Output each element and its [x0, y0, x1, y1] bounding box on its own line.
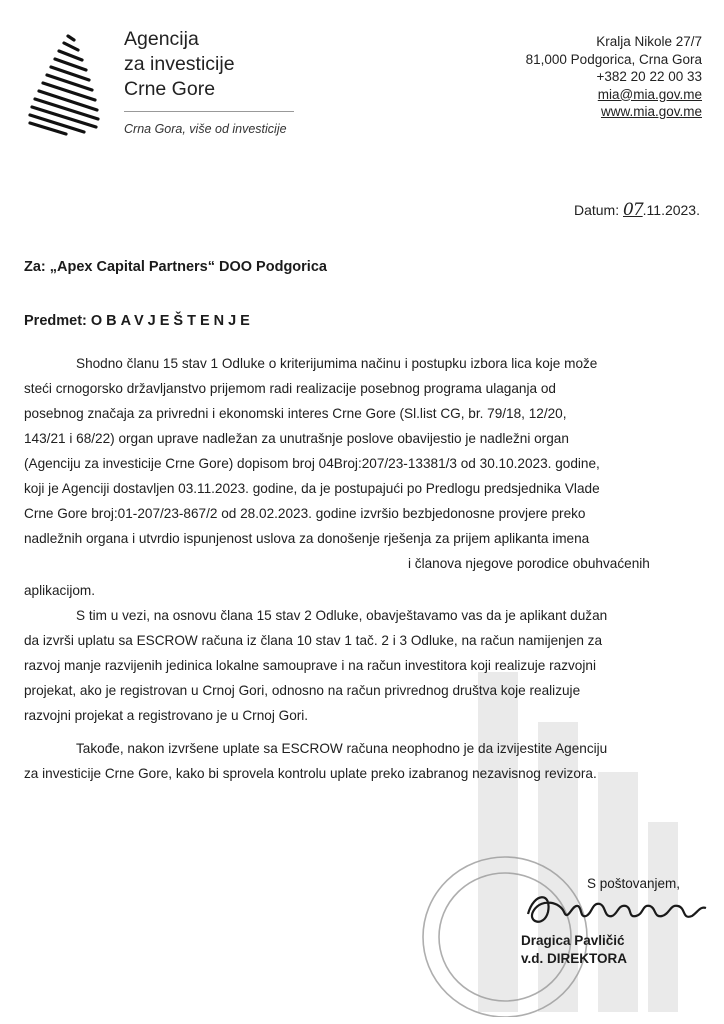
p1-line-4: 143/21 i 68/22) organ uprave nadležan za unutrašnje poslove obavijestio je nadležni organ: [24, 431, 569, 446]
p3-line-2: za investicije Crne Gore, kako bi sprovela kontrolu uplate preko izabranog nezavisnog revizora.: [24, 766, 597, 781]
agency-name-line-3: Crne Gore: [124, 78, 216, 100]
p1-line-2: steći crnogorsko državljanstvo prijemom radi realizacije posebnog programa ulaganja od: [24, 381, 556, 396]
closing-salutation: S poštovanjem,: [586, 876, 680, 891]
brand-divider: [124, 111, 294, 112]
contact-address-block: [526, 33, 702, 121]
subject-label: Predmet:: [24, 313, 87, 329]
p1-line-5: (Agenciju za investicije Crne Gore) dopisom broj 04Broj:207/23-13381/3 od 30.10.2023. godine,: [24, 456, 600, 471]
p3-line-1: Takođe, nakon izvršene uplate sa ESCROW računa neophodno je da izvijestite Agenciju: [76, 741, 608, 756]
p1-line-10: aplikacijom.: [24, 583, 96, 598]
date-rest: .11.2023.: [642, 202, 700, 218]
p2-line-5: razvojni projekat a registrovano je u Crnoj Gori.: [24, 708, 309, 723]
address-street: Kralja Nikole 27/7: [596, 34, 702, 49]
p2-line-2: da izvrši uplatu sa ESCROW računa iz člana 10 stav 1 tač. 2 i 3 Odluke, na račun namijenjen za: [24, 633, 603, 648]
agency-name-line-2: za investicije: [124, 53, 235, 75]
signatory-name: Dragica Pavličić: [521, 933, 625, 948]
date-label: Datum:: [573, 202, 620, 218]
p1-line-3: posebnog značaja za privredni i ekonomski interes Crne Gore (Sl.list CG, br. 79/18, 12/20,: [24, 406, 567, 421]
p2-line-1: S tim u vezi, na osnovu člana 15 stav 2 Odluke, obavještavamo vas da je aplikant dužan: [76, 608, 608, 623]
address-city: 81,000 Podgorica, Crna Gora: [525, 51, 702, 67]
agency-tagline: Crna Gora, više od investicije: [124, 122, 287, 136]
p2-line-3: razvoj manje razvijenih jedinica lokalne samouprave i na račun investitora koji realizuje razvojni: [24, 658, 596, 673]
p1-line-6: koji je Agenciji dostavljen 03.11.2023. godine, da je postupajući po Predlogu predsjednika Vlade: [24, 481, 600, 496]
p1-line-7: Crne Gore broj:01-207/23-867/2 od 28.02.2023. godine izvršio bezbjedonosne provjere preko: [24, 506, 586, 521]
subject-text: OBAVJEŠTENJE: [90, 313, 254, 329]
document-date: [574, 200, 700, 220]
p1-line-8: nadležnih organa i utvrdio ispunjenost uslova za donošenje rješenja za prijem aplikanta imena: [24, 531, 590, 546]
signatory-title: v.d. DIREKTORA: [521, 951, 628, 966]
p1-line-1: Shodno članu 15 stav 1 Odluke o kriterijumima načinu i postupku izbora lica koje može: [76, 356, 598, 371]
agency-name-line-1: Agencija: [124, 28, 199, 50]
address-phone: +382 20 22 00 33: [596, 69, 702, 84]
address-email-link[interactable]: mia@mia.gov.me: [597, 86, 702, 102]
p1-line-9: i članova njegove porodice obuhvaćenih: [408, 556, 650, 571]
date-day-handwritten: 07: [623, 200, 643, 220]
agency-name: [124, 27, 235, 102]
p2-line-4: projekat, ako je registrovan u Crnoj Gori, odnosno na račun privrednog društva koje realizuje: [24, 683, 581, 698]
agency-logo-icon: [26, 30, 112, 140]
address-website-link[interactable]: www.mia.gov.me: [600, 104, 702, 119]
subject-line: [24, 313, 254, 329]
recipient-line: Za: „Apex Capital Partners“ DOO Podgorica: [24, 259, 327, 275]
